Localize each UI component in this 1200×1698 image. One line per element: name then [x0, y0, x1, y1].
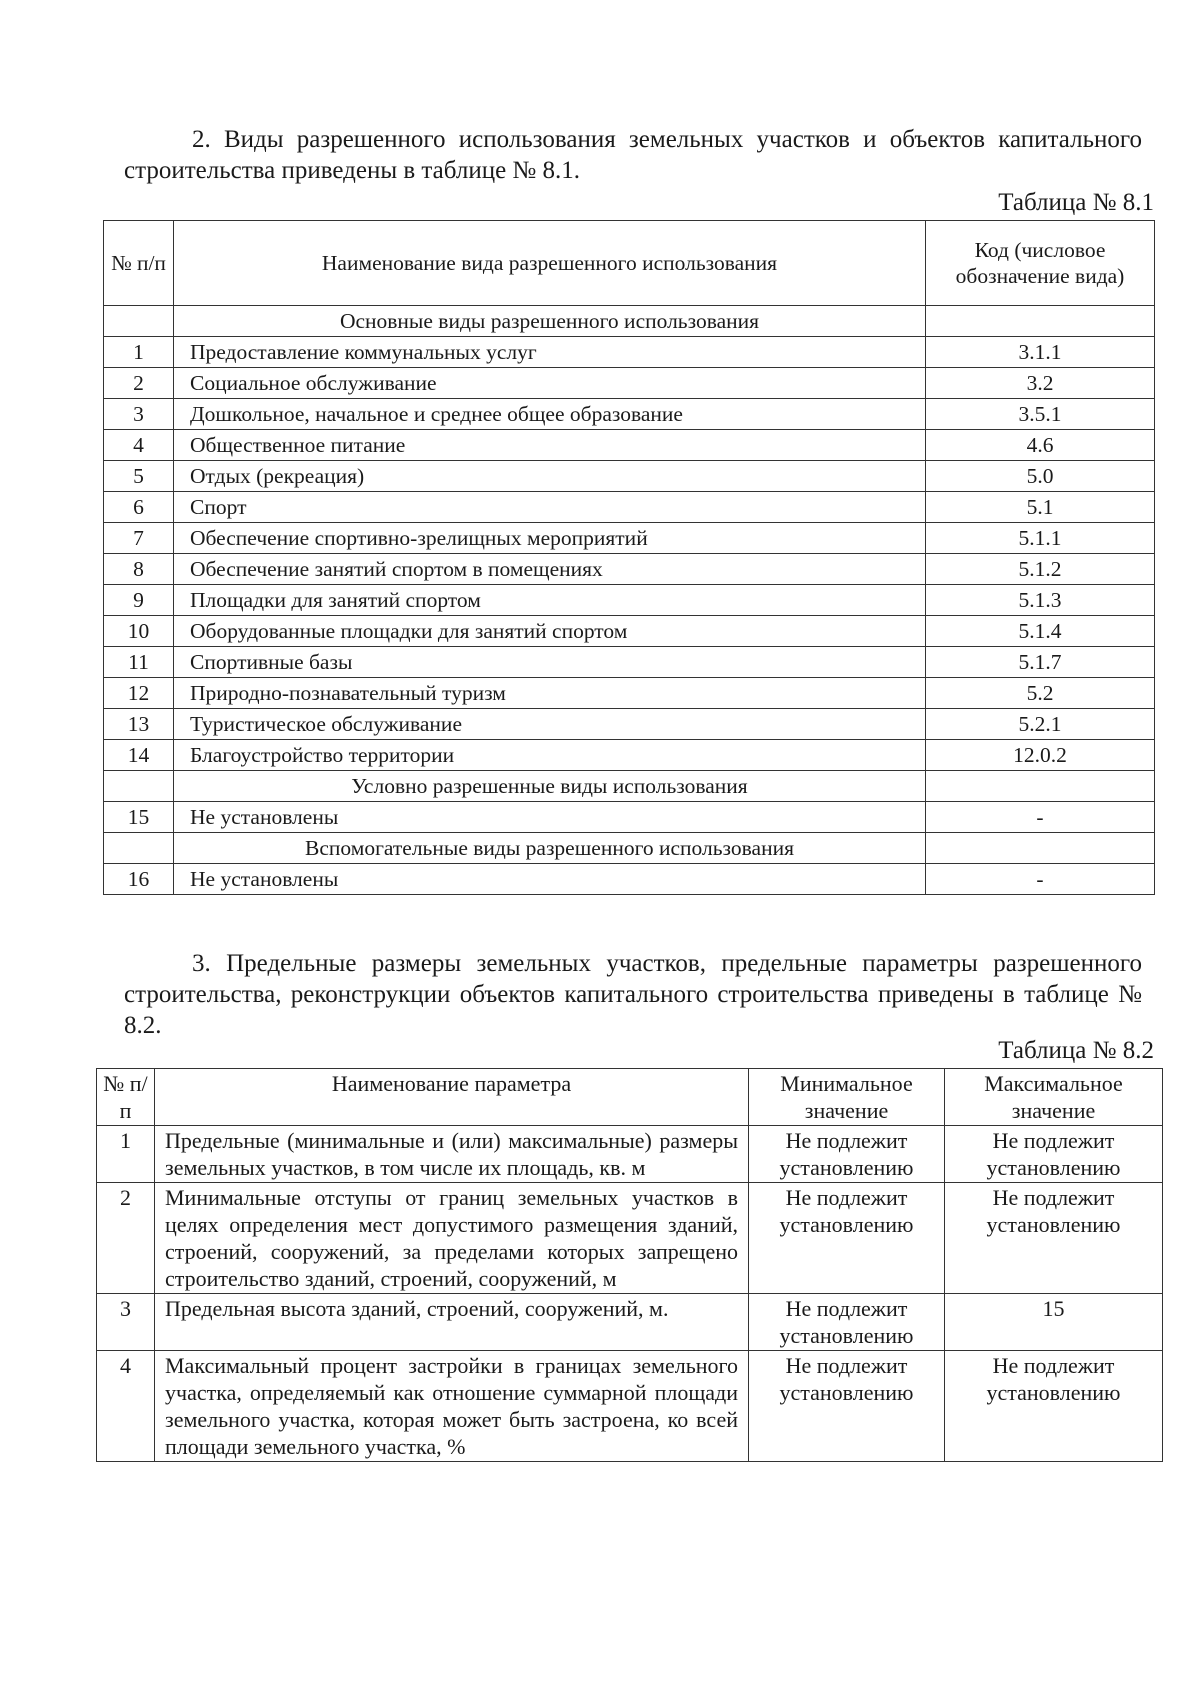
table-row [104, 399, 1155, 430]
header-max: Максимальное значение [945, 1069, 1163, 1126]
min-value: Не подлежит установлению [749, 1351, 945, 1462]
use-type-code: 3.5.1 [926, 399, 1155, 430]
header-num: № п/п [97, 1069, 155, 1126]
use-type-name: Отдых (рекреация) [174, 461, 926, 492]
use-type-name: Социальное обслуживание [174, 368, 926, 399]
empty-cell [926, 771, 1155, 802]
section-title: Вспомогательные виды разрешенного использования [174, 833, 926, 864]
row-number: 1 [104, 337, 174, 368]
parameter-name: Максимальный процент застройки в границах земельного участка, определяемый как отношение суммарной площади земельного участка, которая может быть застроена, ко всей площади земельного участка, % [155, 1351, 749, 1462]
use-type-name: Туристическое обслуживание [174, 709, 926, 740]
table-row [104, 864, 1155, 895]
use-type-code: - [926, 864, 1155, 895]
header-min: Минимальное значение [749, 1069, 945, 1126]
parameter-name: Минимальные отступы от границ земельных участков в целях определения мест допустимого размещения зданий, строений, сооружений, за пределами которых запрещено строительство зданий, строений, сооружений, м [155, 1183, 749, 1294]
table-row [104, 616, 1155, 647]
table-row [104, 523, 1155, 554]
max-value: Не подлежит установлению [945, 1351, 1163, 1462]
empty-cell [104, 306, 174, 337]
table-row [97, 1294, 1163, 1351]
use-type-code: 5.2 [926, 678, 1155, 709]
table-row [104, 492, 1155, 523]
max-value: Не подлежит установлению [945, 1183, 1163, 1294]
row-number: 14 [104, 740, 174, 771]
table-row [104, 802, 1155, 833]
row-number: 1 [97, 1126, 155, 1183]
use-type-code: 5.1.1 [926, 523, 1155, 554]
empty-cell [926, 833, 1155, 864]
table-row [97, 1351, 1163, 1462]
row-number: 10 [104, 616, 174, 647]
section-header-row [104, 306, 1155, 337]
table-row [104, 740, 1155, 771]
row-number: 3 [104, 399, 174, 430]
table-row [104, 337, 1155, 368]
header-name: Наименование вида разрешенного использования [174, 221, 926, 306]
use-type-name: Благоустройство территории [174, 740, 926, 771]
row-number: 5 [104, 461, 174, 492]
section-3-paragraph: 3. Предельные размеры земельных участков, предельные параметры разрешенного строительства, реконструкции объектов капитального строительства приведены в таблице № 8.2. [124, 950, 1142, 1039]
header-code: Код (числовое обозначение вида) [926, 221, 1155, 306]
header-param: Наименование параметра [155, 1069, 749, 1126]
empty-cell [104, 833, 174, 864]
row-number: 3 [97, 1294, 155, 1351]
table-header-row [104, 221, 1155, 306]
table-row [97, 1183, 1163, 1294]
use-type-name: Обеспечение занятий спортом в помещениях [174, 554, 926, 585]
use-type-name: Дошкольное, начальное и среднее общее образование [174, 399, 926, 430]
table-row [104, 647, 1155, 678]
table-row [104, 709, 1155, 740]
use-type-name: Спортивные базы [174, 647, 926, 678]
row-number: 15 [104, 802, 174, 833]
section-header-row [104, 771, 1155, 802]
section-header-row [104, 833, 1155, 864]
table-row [97, 1126, 1163, 1183]
table-8-1 [103, 220, 1155, 895]
use-type-code: 5.1.4 [926, 616, 1155, 647]
use-type-name: Не установлены [174, 864, 926, 895]
table-row [104, 368, 1155, 399]
table-row [104, 461, 1155, 492]
use-type-code: 5.2.1 [926, 709, 1155, 740]
section-title: Основные виды разрешенного использования [174, 306, 926, 337]
use-type-code: 4.6 [926, 430, 1155, 461]
use-type-name: Обеспечение спортивно-зрелищных мероприятий [174, 523, 926, 554]
use-type-code: 5.0 [926, 461, 1155, 492]
use-type-name: Общественное питание [174, 430, 926, 461]
row-number: 4 [97, 1351, 155, 1462]
row-number: 2 [104, 368, 174, 399]
row-number: 2 [97, 1183, 155, 1294]
use-type-code: 5.1.2 [926, 554, 1155, 585]
use-type-code: 5.1.7 [926, 647, 1155, 678]
use-type-name: Не установлены [174, 802, 926, 833]
table-header-row [97, 1069, 1163, 1126]
use-type-name: Природно-познавательный туризм [174, 678, 926, 709]
use-type-code: 12.0.2 [926, 740, 1155, 771]
min-value: Не подлежит установлению [749, 1294, 945, 1351]
header-num: № п/п [104, 221, 174, 306]
table-row [104, 554, 1155, 585]
parameter-name: Предельные (минимальные и (или) максимальные) размеры земельных участков, в том числе их площадь, кв. м [155, 1126, 749, 1183]
use-type-code: 5.1 [926, 492, 1155, 523]
table-row [104, 678, 1155, 709]
table-row [104, 585, 1155, 616]
table-8-1-caption: Таблица № 8.1 [998, 189, 1154, 216]
use-type-code: 3.2 [926, 368, 1155, 399]
empty-cell [104, 771, 174, 802]
use-type-name: Оборудованные площадки для занятий спортом [174, 616, 926, 647]
row-number: 12 [104, 678, 174, 709]
row-number: 16 [104, 864, 174, 895]
parameter-name: Предельная высота зданий, строений, сооружений, м. [155, 1294, 749, 1351]
section-title: Условно разрешенные виды использования [174, 771, 926, 802]
use-type-code: 5.1.3 [926, 585, 1155, 616]
row-number: 13 [104, 709, 174, 740]
table-8-2 [96, 1068, 1163, 1462]
use-type-code: 3.1.1 [926, 337, 1155, 368]
max-value: Не подлежит установлению [945, 1126, 1163, 1183]
table-row [104, 430, 1155, 461]
max-value: 15 [945, 1294, 1163, 1351]
empty-cell [926, 306, 1155, 337]
row-number: 4 [104, 430, 174, 461]
min-value: Не подлежит установлению [749, 1126, 945, 1183]
use-type-code: - [926, 802, 1155, 833]
min-value: Не подлежит установлению [749, 1183, 945, 1294]
use-type-name: Предоставление коммунальных услуг [174, 337, 926, 368]
row-number: 9 [104, 585, 174, 616]
use-type-name: Площадки для занятий спортом [174, 585, 926, 616]
section-2-paragraph: 2. Виды разрешенного использования земельных участков и объектов капитального строительства приведены в таблице № 8.1. [124, 126, 1142, 184]
row-number: 8 [104, 554, 174, 585]
table-8-2-caption: Таблица № 8.2 [998, 1037, 1154, 1064]
row-number: 6 [104, 492, 174, 523]
row-number: 11 [104, 647, 174, 678]
row-number: 7 [104, 523, 174, 554]
use-type-name: Спорт [174, 492, 926, 523]
